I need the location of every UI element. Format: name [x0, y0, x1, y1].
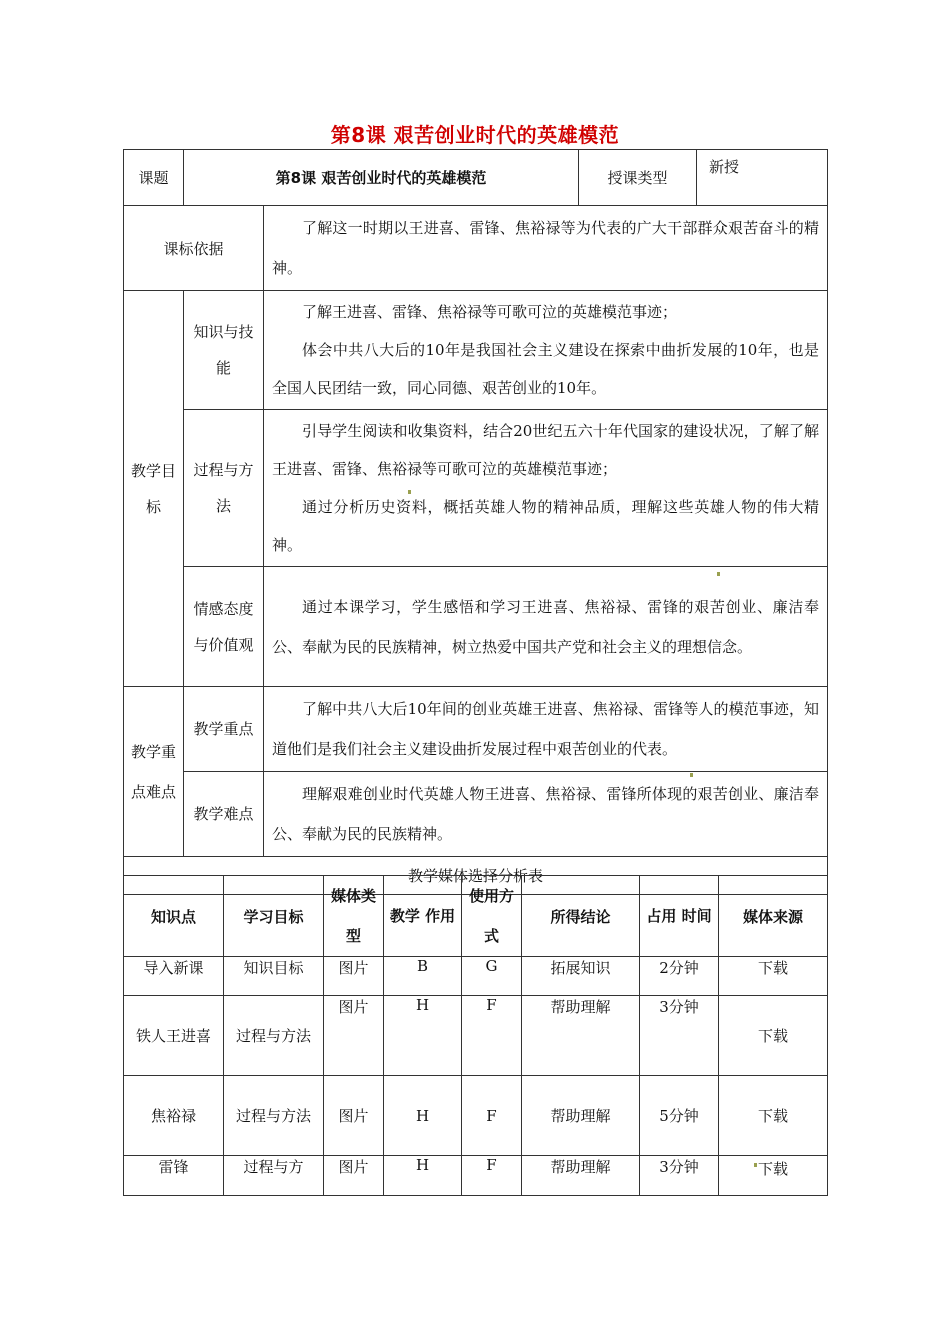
- table-cell: F: [462, 1156, 522, 1196]
- table-cell: 铁人王进喜: [124, 996, 224, 1076]
- knowledge-line-1: 了解王进喜、雷锋、焦裕禄等可歌可泣的英雄模范事迹；: [302, 303, 678, 321]
- table-cell: 帮助理解: [522, 996, 640, 1076]
- keypoints-label: 教学重点难点: [124, 687, 184, 857]
- process-text: [264, 410, 828, 567]
- focus-label: 教学重点: [184, 687, 264, 772]
- table-cell: 雷锋: [124, 1156, 224, 1196]
- table-cell: 3分钟: [640, 996, 719, 1076]
- table-cell: H: [384, 1076, 462, 1156]
- table-cell: 图片: [324, 1076, 384, 1156]
- table-cell: H: [384, 996, 462, 1076]
- process-label: 过程与方法: [184, 410, 264, 567]
- table-cell: 帮助理解: [522, 1156, 640, 1196]
- table-cell: 过程与方法: [224, 996, 324, 1076]
- difficulty-label: 教学难点: [184, 772, 264, 857]
- table-cell: 图片: [324, 957, 384, 996]
- emotion-text: 通过本课学习，学生感悟和学习王进喜、焦裕禄、雷锋的艰苦创业、廉洁奉公、奉献为民的民族精神，树立热爱中国共产党和社会主义的理想信念。: [264, 567, 828, 687]
- table-cell: 帮助理解: [522, 1076, 640, 1156]
- header-cell: 媒体来源: [719, 876, 828, 957]
- process-line-2: 通过分析历史资料，概括英雄人物的精神品质，理解这些英雄人物的伟大精神。: [272, 498, 820, 554]
- focus-text: 了解中共八大后10年间的创业英雄王进喜、焦裕禄、雷锋等人的模范事迹，知道他们是我们社会主义建设曲折发展过程中艰苦创业的代表。: [264, 687, 828, 772]
- header-cell: 媒体类型: [324, 876, 384, 957]
- media-caption: 教学媒体选择分析表: [124, 857, 828, 895]
- table-cell: 下载: [719, 957, 828, 996]
- table-cell: 导入新课: [124, 957, 224, 996]
- lesson-type-value: 新授: [697, 150, 828, 206]
- basis-label: 课标依据: [124, 206, 264, 291]
- table-cell: H: [384, 1156, 462, 1196]
- goal-process-row: [124, 410, 828, 567]
- table-cell: G: [462, 957, 522, 996]
- table-cell: 过程与方法: [224, 1076, 324, 1156]
- table-cell: 拓展知识: [522, 957, 640, 996]
- basis-text: 了解这一时期以王进喜、雷锋、焦裕禄等为代表的广大干部群众艰苦奋斗的精神。: [264, 206, 828, 291]
- table-row: [124, 957, 828, 996]
- knowledge-label: 知识与技能: [184, 291, 264, 410]
- difficulty-row: [124, 772, 828, 857]
- scan-speck: [754, 1163, 757, 1167]
- scan-speck: [690, 773, 693, 777]
- goal-emotion-row: [124, 567, 828, 687]
- knowledge-text: [264, 291, 828, 410]
- focus-row: [124, 687, 828, 772]
- page-title: 第8课 艰苦创业时代的英雄模范: [330, 123, 620, 147]
- table-cell: B: [384, 957, 462, 996]
- header-cell: 教学 作用: [384, 876, 462, 957]
- table-cell: 知识目标: [224, 957, 324, 996]
- header-cell: 知识点: [124, 876, 224, 957]
- header-cell: 所得结论: [522, 876, 640, 957]
- header-cell: 使用方式: [462, 876, 522, 957]
- table-cell: 焦裕禄: [124, 1076, 224, 1156]
- header-cell: 学习目标: [224, 876, 324, 957]
- knowledge-line-2: 体会中共八大后的10年是我国社会主义建设在探索中曲折发展的10年，也是全国人民团结一致，同心同德、艰苦创业的10年。: [272, 341, 820, 397]
- table-cell: 5分钟: [640, 1076, 719, 1156]
- table-cell: 下载: [719, 1156, 828, 1196]
- table-cell: 图片: [324, 996, 384, 1076]
- table-row: [124, 1156, 828, 1196]
- lesson-type-label: 授课类型: [579, 150, 697, 206]
- table-cell: 2分钟: [640, 957, 719, 996]
- table-cell: F: [462, 1076, 522, 1156]
- media-header-row: [124, 876, 828, 957]
- table-row: [124, 1076, 828, 1156]
- goal-knowledge-row: [124, 291, 828, 410]
- process-line-1: 引导学生阅读和收集资料，结合20世纪五六十年代国家的建设状况，了解了解王进喜、雷锋、焦裕禄等可歌可泣的英雄模范事迹；: [272, 422, 820, 478]
- difficulty-text: 理解艰难创业时代英雄人物王进喜、焦裕禄、雷锋所体现的艰苦创业、廉洁奉公、奉献为民的民族精神。: [264, 772, 828, 857]
- media-analysis-table: [123, 875, 828, 1196]
- table-cell: 图片: [324, 1156, 384, 1196]
- scan-speck: [717, 572, 720, 576]
- table-cell: F: [462, 996, 522, 1076]
- table-row: [124, 996, 828, 1076]
- lesson-plan-table: [123, 149, 828, 895]
- basis-row: [124, 206, 828, 291]
- emotion-label: 情感态度与价值观: [184, 567, 264, 687]
- table-cell: 过程与方: [224, 1156, 324, 1196]
- header-cell: 占用 时间: [640, 876, 719, 957]
- table-cell: 下载: [719, 1076, 828, 1156]
- scan-speck: [408, 490, 411, 494]
- table-cell: 下载: [719, 996, 828, 1076]
- header-row: [124, 150, 828, 206]
- topic-value: 第8课 艰苦创业时代的英雄模范: [184, 150, 579, 206]
- goals-label: 教学目标: [124, 291, 184, 687]
- table-cell: 3分钟: [640, 1156, 719, 1196]
- topic-label: 课题: [124, 150, 184, 206]
